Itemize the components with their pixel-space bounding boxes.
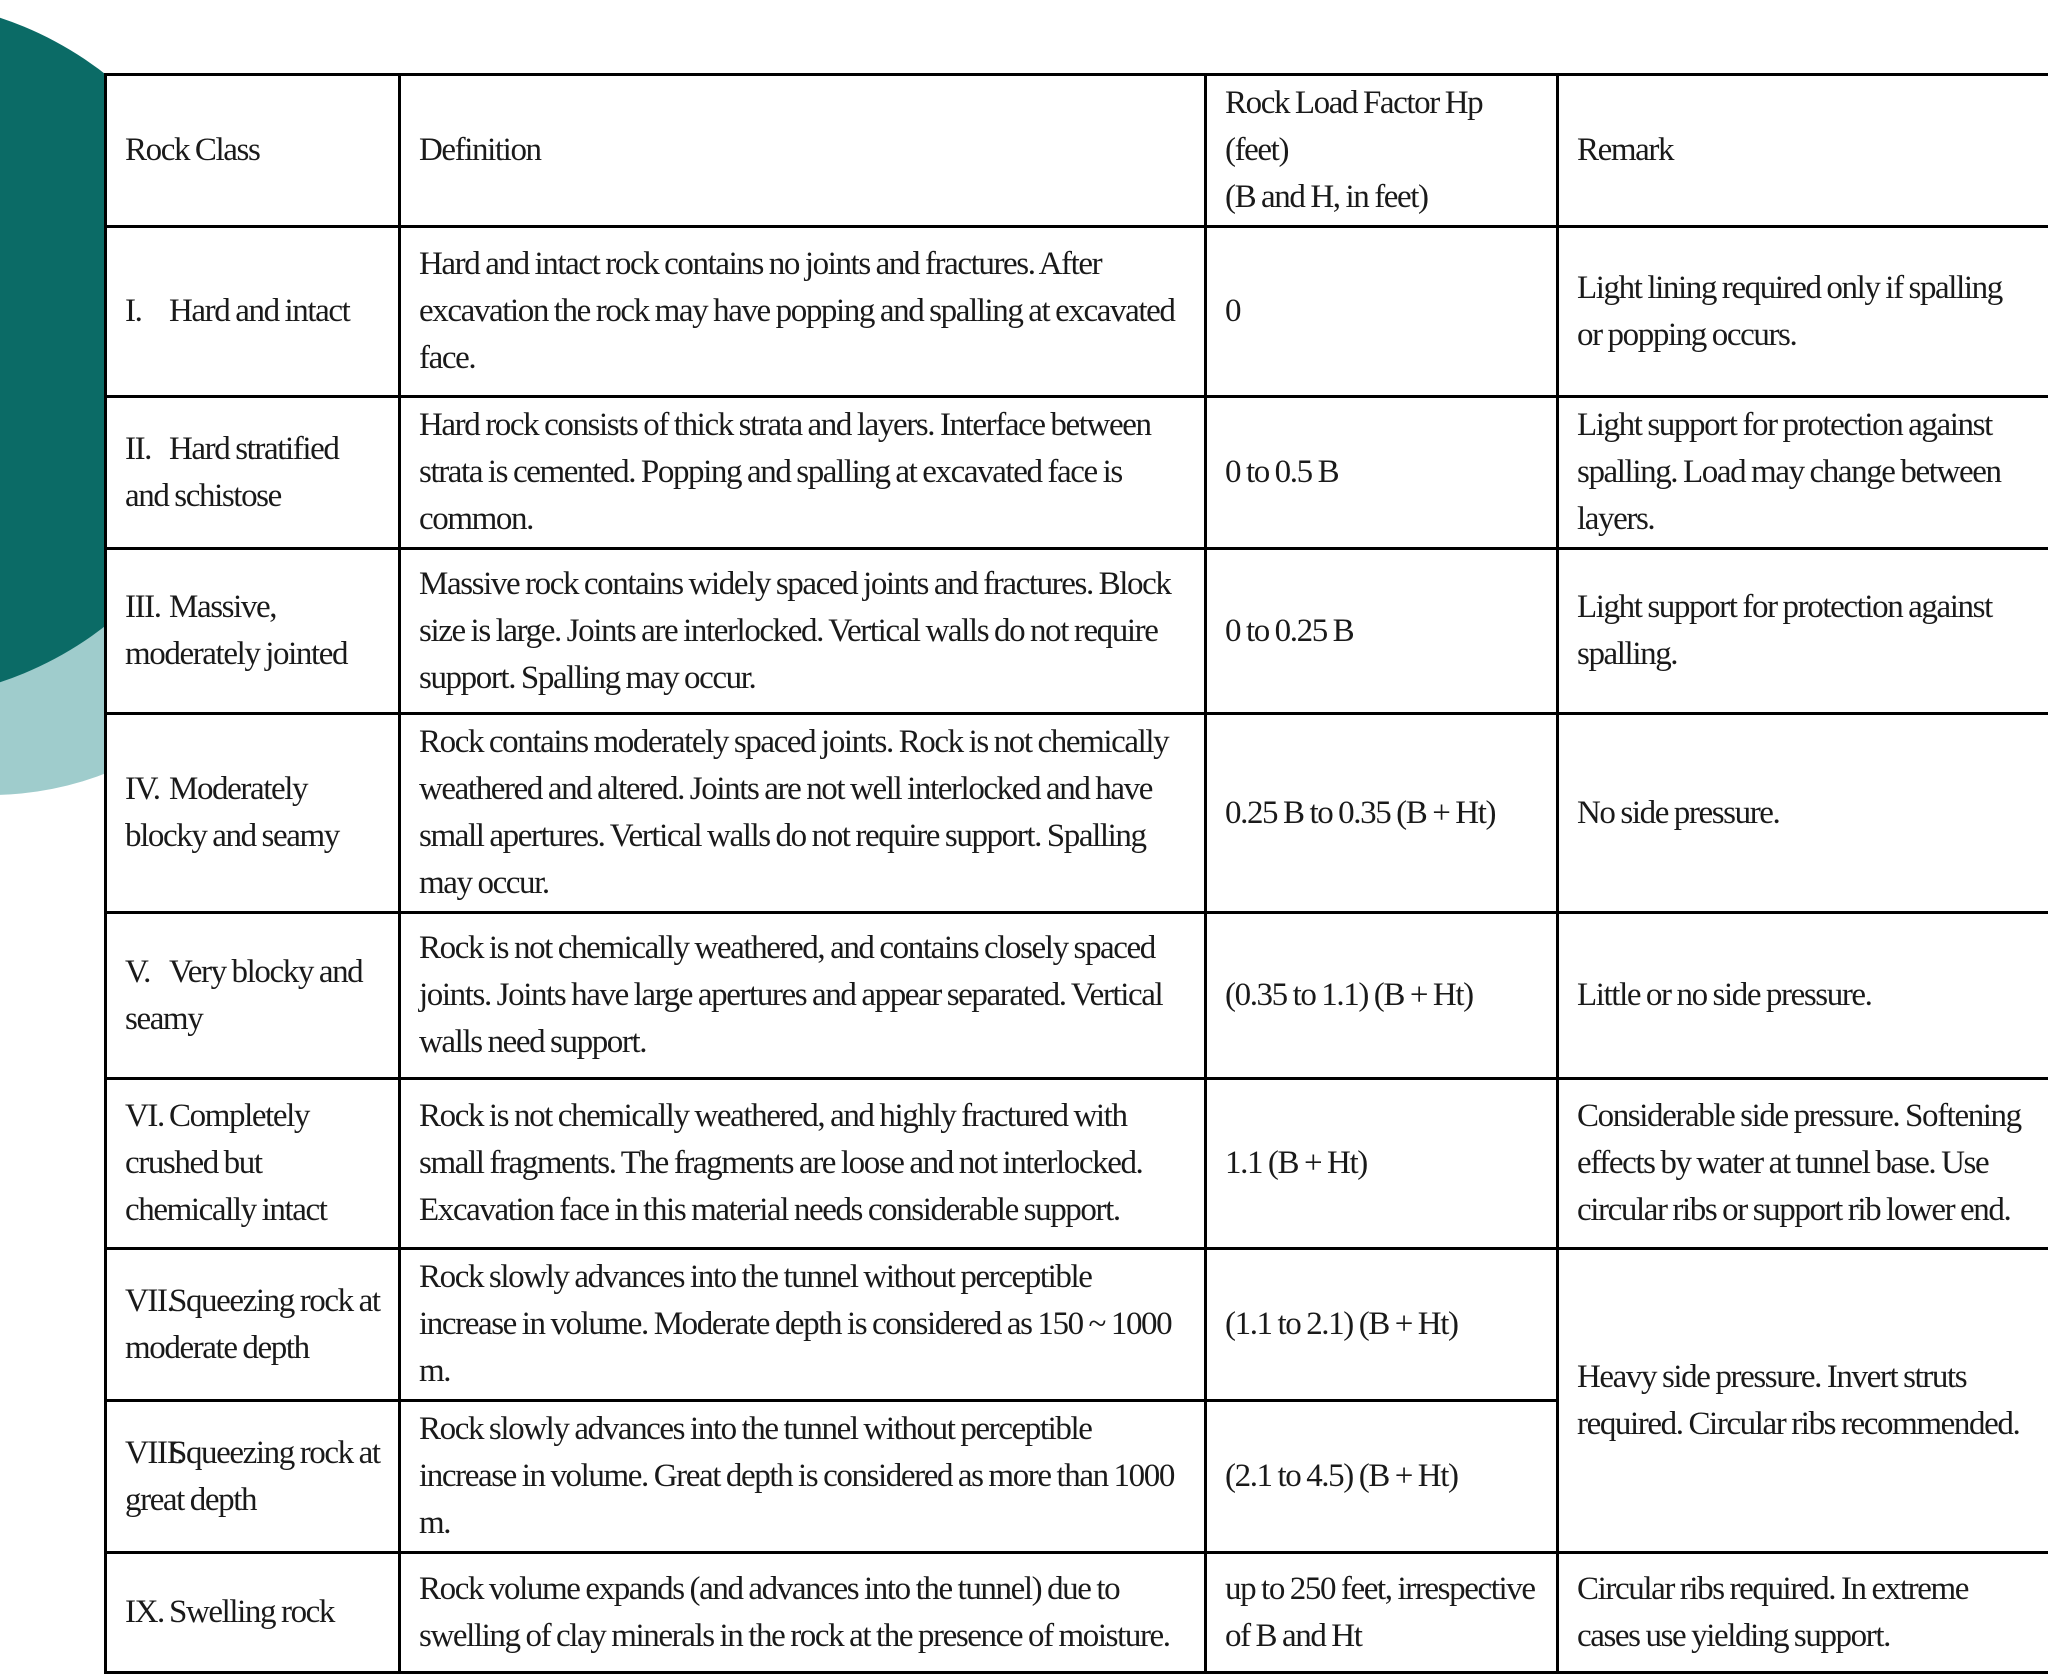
cell-definition: Rock is not chemically weathered, and highly fractured with small fragments. The fragments are loose and not interlocked. Excavation face in this material needs considerable support. bbox=[400, 1079, 1206, 1249]
cell-load-factor: (2.1 to 4.5) (B + Ht) bbox=[1206, 1401, 1558, 1553]
table-header-row bbox=[106, 75, 2048, 227]
table-row bbox=[106, 549, 2048, 714]
rock-class-number: V. bbox=[125, 949, 169, 996]
cell-rock-class bbox=[106, 549, 400, 714]
rock-class-name: Squeezing rock at great depth bbox=[125, 1435, 380, 1518]
rock-class-number: VI. bbox=[125, 1093, 169, 1140]
rock-class-name: Completely crushed but chemically intact bbox=[125, 1098, 327, 1228]
rock-class-number: III. bbox=[125, 584, 169, 631]
table-row bbox=[106, 1553, 2048, 1673]
cell-definition: Rock contains moderately spaced joints. Rock is not chemically weathered and altered. Joints are not well interlocked and have small apertures. Vertical walls do not require support. Spalling may occur. bbox=[400, 714, 1206, 913]
cell-remark: Light lining required only if spalling or popping occurs. bbox=[1558, 227, 2048, 397]
cell-remark: Considerable side pressure. Softening effects by water at tunnel base. Use circular ribs or support rib lower end. bbox=[1558, 1079, 2048, 1249]
cell-remark-merged: Heavy side pressure. Invert struts required. Circular ribs recommended. bbox=[1558, 1249, 2048, 1553]
header-rock-class: Rock Class bbox=[106, 75, 400, 227]
rock-class-name: Hard stratified and schistose bbox=[125, 431, 339, 514]
rock-class-number: II. bbox=[125, 426, 169, 473]
cell-definition: Hard and intact rock contains no joints and fractures. After excavation the rock may have popping and spalling at excavated face. bbox=[400, 227, 1206, 397]
cell-load-factor: 0 bbox=[1206, 227, 1558, 397]
header-load-factor-line2: (B and H, in feet) bbox=[1225, 179, 1428, 215]
rock-class-name: Moderately blocky and seamy bbox=[125, 771, 339, 854]
rock-class-table-container bbox=[104, 73, 2048, 1536]
cell-remark: No side pressure. bbox=[1558, 714, 2048, 913]
cell-definition: Rock slowly advances into the tunnel without perceptible increase in volume. Moderate depth is considered as 150 ~ 1000 m. bbox=[400, 1249, 1206, 1401]
cell-rock-class bbox=[106, 227, 400, 397]
rock-class-number: VII. bbox=[125, 1278, 169, 1325]
rock-class-name: Massive, moderately jointed bbox=[125, 589, 347, 672]
header-definition: Definition bbox=[400, 75, 1206, 227]
header-load-factor-line1: Rock Load Factor Hp (feet) bbox=[1225, 85, 1482, 168]
table-row bbox=[106, 1079, 2048, 1249]
cell-definition: Rock is not chemically weathered, and contains closely spaced joints. Joints have large apertures and appear separated. Vertical walls need support. bbox=[400, 913, 1206, 1079]
table-row bbox=[106, 714, 2048, 913]
rock-class-number: I. bbox=[125, 288, 169, 335]
cell-load-factor: (0.35 to 1.1) (B + Ht) bbox=[1206, 913, 1558, 1079]
header-remark: Remark bbox=[1558, 75, 2048, 227]
cell-rock-class bbox=[106, 397, 400, 549]
cell-rock-class bbox=[106, 1553, 400, 1673]
cell-rock-class bbox=[106, 1401, 400, 1553]
cell-remark: Light support for protection against spalling. bbox=[1558, 549, 2048, 714]
cell-rock-class bbox=[106, 1249, 400, 1401]
cell-rock-class bbox=[106, 913, 400, 1079]
cell-load-factor: 0 to 0.25 B bbox=[1206, 549, 1558, 714]
rock-class-number: VIII. bbox=[125, 1430, 169, 1477]
rock-class-name: Very blocky and seamy bbox=[125, 954, 362, 1037]
table-row bbox=[106, 397, 2048, 549]
table-row bbox=[106, 227, 2048, 397]
rock-class-name: Swelling rock bbox=[169, 1594, 334, 1630]
table-row bbox=[106, 1249, 2048, 1401]
rock-class-name: Hard and intact bbox=[169, 293, 349, 329]
cell-load-factor: 0 to 0.5 B bbox=[1206, 397, 1558, 549]
rock-class-name: Squeezing rock at moderate depth bbox=[125, 1283, 380, 1366]
rock-class-number: IX. bbox=[125, 1589, 169, 1636]
rock-class-table bbox=[104, 73, 2048, 1674]
cell-load-factor: 0.25 B to 0.35 (B + Ht) bbox=[1206, 714, 1558, 913]
cell-remark: Little or no side pressure. bbox=[1558, 913, 2048, 1079]
table-row bbox=[106, 913, 2048, 1079]
cell-definition: Hard rock consists of thick strata and layers. Interface between strata is cemented. Popping and spalling at excavated face is common. bbox=[400, 397, 1206, 549]
cell-definition: Rock volume expands (and advances into the tunnel) due to swelling of clay minerals in the rock at the presence of moisture. bbox=[400, 1553, 1206, 1673]
rock-class-number: IV. bbox=[125, 766, 169, 813]
cell-definition: Massive rock contains widely spaced joints and fractures. Block size is large. Joints are interlocked. Vertical walls do not require support. Spalling may occur. bbox=[400, 549, 1206, 714]
cell-rock-class bbox=[106, 714, 400, 913]
cell-remark: Light support for protection against spalling. Load may change between layers. bbox=[1558, 397, 2048, 549]
cell-rock-class bbox=[106, 1079, 400, 1249]
cell-definition: Rock slowly advances into the tunnel without perceptible increase in volume. Great depth is considered as more than 1000 m. bbox=[400, 1401, 1206, 1553]
header-load-factor bbox=[1206, 75, 1558, 227]
cell-load-factor: (1.1 to 2.1) (B + Ht) bbox=[1206, 1249, 1558, 1401]
cell-remark: Circular ribs required. In extreme cases use yielding support. bbox=[1558, 1553, 2048, 1673]
cell-load-factor: 1.1 (B + Ht) bbox=[1206, 1079, 1558, 1249]
cell-load-factor: up to 250 feet, irrespective of B and Ht bbox=[1206, 1553, 1558, 1673]
